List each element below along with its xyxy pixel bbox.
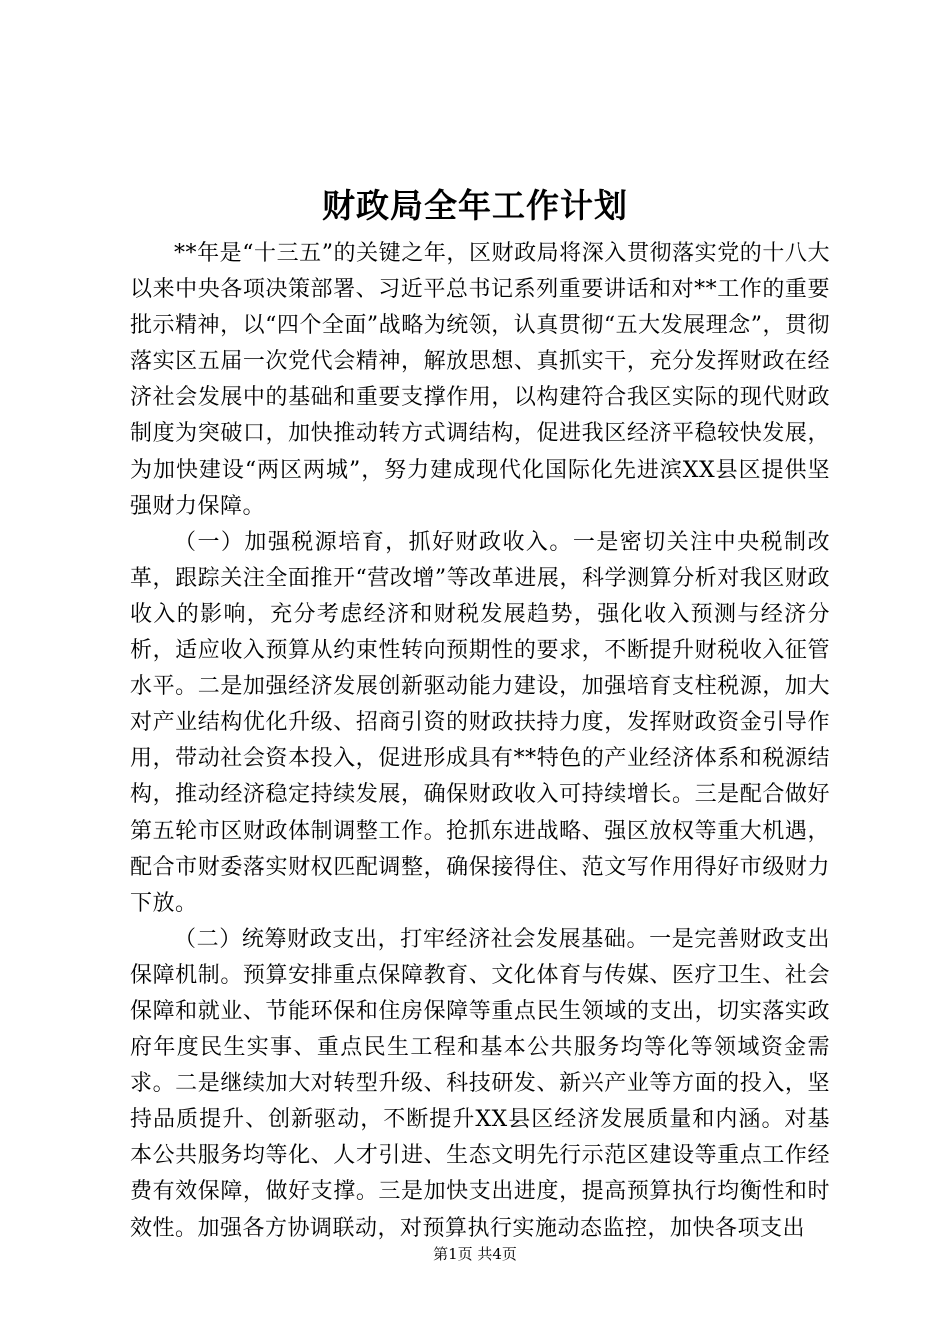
document-title: 财政局全年工作计划 — [322, 186, 628, 225]
paragraph-expenditure: （二）统筹财政支出，打牢经济社会发展基础。一是完善财政支出保障机制。预算安排重点保障教育、文化体育与传媒、医疗卫生、社会保障和就业、节能环保和住房保障等重点民生领域的支出，切实落实政府年度民生实事、重点民生工程和基本公共服务均等化等领域资金需求。二是继续加大对转型升级、科技研发、新兴产业等方面的投入，坚持品质提升、创新驱动，不断提升XX县区经济发展质量和内涵。对基本公共服务均等化、人才引进、生态文明先行示范区建设等重点工作经费有效保障，做好支撑。三是加快支出进度，提高预算执行均衡性和时效性。加强各方协调联动，对预算执行实施动态监控，加快各项支出 — [130, 926, 830, 1241]
paragraph-intro: **年是“十三五”的关键之年，区财政局将深入贯彻落实党的十八大以来中央各项决策部署、习近平总书记系列重要讲话和对**工作的重要批示精神，以“四个全面”战略为统领，认真贯彻“五大发展理念”，贯彻落实区五届一次党代会精神，解放思想、真抓实干，充分发挥财政在经济社会发展中的基础和重要支撑作用，以构建符合我区实际的现代财政制度为突破口，加快推动转方式调结构，促进我区经济平稳较快发展，为加快建设“两区两城”，努力建成现代化国际化先进滨XX县区提供坚强财力保障。 — [130, 241, 830, 519]
paragraph-revenue: （一）加强税源培育，抓好财政收入。一是密切关注中央税制改革，跟踪关注全面推开“营改增”等改革进展，科学测算分析对我区财政收入的影响，充分考虑经济和财税发展趋势，强化收入预测与经济分析，适应收入预算从约束性转向预期性的要求，不断提升财税收入征管水平。二是加强经济发展创新驱动能力建设，加强培育支柱税源，加大对产业结构优化升级、招商引资的财政扶持力度，发挥财政资金引导作用，带动社会资本投入，促进形成具有**特色的产业经济体系和税源结构，推动经济稳定持续发展，确保财政收入可持续增长。三是配合做好第五轮市区财政体制调整工作。抢抓东进战略、强区放权等重大机遇，配合市财委落实财权匹配调整，确保接得住、范文写作用得好市级财力下放。 — [130, 529, 830, 916]
document-body — [130, 236, 830, 1247]
page-number-footer: 第1页 共4页 — [433, 1245, 517, 1263]
